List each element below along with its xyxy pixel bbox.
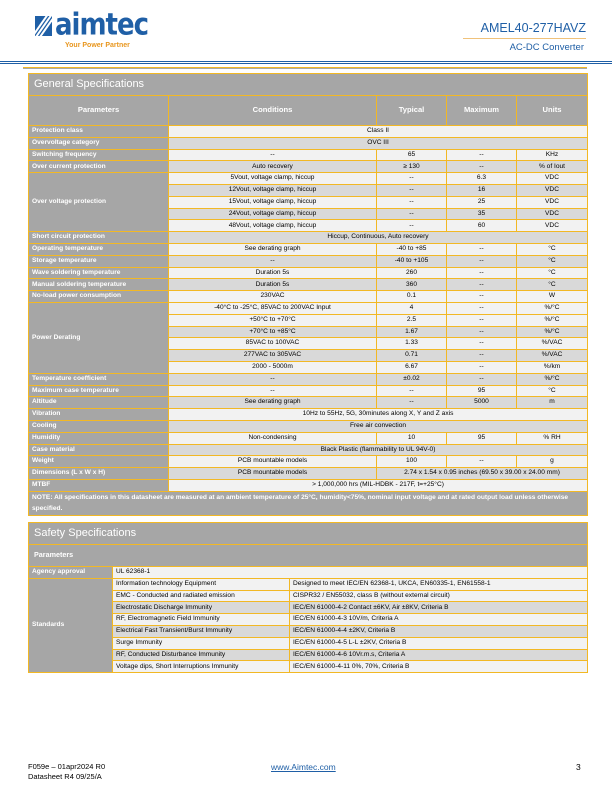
table-row: Switching frequency -- 65 -- KHz xyxy=(29,149,588,161)
table-row: Electrical Fast Transient/Burst Immunity IEC/EN 61000-4-4 ±2KV, Criteria B xyxy=(29,625,588,637)
table-row: Case material Black Plastic (flammability to UL 94V-0) xyxy=(29,444,588,456)
general-specifications-table xyxy=(28,73,588,516)
table-row: Short circuit protection Hiccup, Continuous, Auto recovery xyxy=(29,232,588,244)
table-row: 85VAC to 100VAC 1.33 -- %/VAC xyxy=(29,338,588,350)
safety-specifications-table xyxy=(28,522,588,673)
page-number: 3 xyxy=(576,762,581,772)
table-row: Maximum case temperature -- -- 95 °C xyxy=(29,385,588,397)
table-row: Voltage dips, Short Interruptions Immunity IEC/EN 61000-4-11 0%, 70%, Criteria B xyxy=(29,661,588,673)
form-id: F059e – 01apr2024 R0 xyxy=(28,762,106,771)
specifications-note: NOTE: All specifications in this datasheet are measured at an ambient temperature of 25°C, humidity<75%, nominal input voltage and at rated output load unless otherwise specified. xyxy=(29,491,588,515)
datasheet-revision: Datasheet R4 09/25/A xyxy=(28,771,102,781)
table-row: Agency approval UL 62368-1 xyxy=(29,567,588,579)
header-divider-gold xyxy=(23,67,587,69)
table-row: Overvoltage category OVC III xyxy=(29,137,588,149)
col-typical: Typical xyxy=(377,96,447,126)
logo-tagline: Your Power Partner xyxy=(65,42,130,49)
table-row: 12Vout, voltage clamp, hiccup -- 16 VDC xyxy=(29,184,588,196)
col-maximum: Maximum xyxy=(447,96,517,126)
table-row: No-load power consumption 230VAC 0.1 -- W xyxy=(29,291,588,303)
table-row: EMC - Conducted and radiated emission CISPR32 / EN55032, class B (without external circuit) xyxy=(29,590,588,602)
table-row: Wave soldering temperature Duration 5s 260 -- °C xyxy=(29,267,588,279)
table-row: Cooling Free air convection xyxy=(29,420,588,432)
table-row: Altitude See derating graph -- 5000 m xyxy=(29,397,588,409)
model-underline xyxy=(463,38,586,39)
table-row: Temperature coefficient -- ±0.02 -- %/°C xyxy=(29,373,588,385)
section-title: Safety Specifications xyxy=(29,523,588,545)
table-row: +50°C to +70°C 2.5 -- %/°C xyxy=(29,314,588,326)
table-row: Weight PCB mountable models 100 -- g xyxy=(29,456,588,468)
table-row: Standards Information technology Equipment Designed to meet IEC/EN 62368-1, UKCA, EN60335-1, EN61558-1 xyxy=(29,578,588,590)
col-units: Units xyxy=(517,96,588,126)
table-row: Surge Immunity IEC/EN 61000-4-5 L-L ±2KV, Criteria B xyxy=(29,637,588,649)
table-row: Manual soldering temperature Duration 5s 360 -- °C xyxy=(29,279,588,291)
table-row: 277VAC to 305VAC 0.71 -- %/VAC xyxy=(29,350,588,362)
parameters-header: Parameters xyxy=(29,545,588,567)
section-title: General Specifications xyxy=(29,74,588,96)
table-row: RF, Electromagnetic Field Immunity IEC/EN 61000-4-3 10V/m, Criteria A xyxy=(29,614,588,626)
logo-brand: aimtec xyxy=(55,8,149,43)
model-number: AMEL40-277HAVZ xyxy=(480,21,586,35)
col-conditions: Conditions xyxy=(169,96,377,126)
table-row: Protection class Class II xyxy=(29,126,588,138)
website-link[interactable]: www.Aimtec.com xyxy=(271,762,336,772)
table-row: 24Vout, voltage clamp, hiccup -- 35 VDC xyxy=(29,208,588,220)
table-row: 2000 - 5000m 6.67 -- %/km xyxy=(29,361,588,373)
table-note-row xyxy=(29,491,588,515)
table-row: RF, Conducted Disturbance Immunity IEC/EN 61000-4-6 10Vr.m.s, Criteria A xyxy=(29,649,588,661)
table-row: +70°C to +85°C 1.67 -- %/°C xyxy=(29,326,588,338)
aimtec-logo xyxy=(35,8,160,54)
footer-revision xyxy=(28,762,105,781)
table-row: Dimensions (L x W x H) PCB mountable models 2.74 x 1.54 x 0.95 inches (69.50 x 39.00 x 24.00 mm) xyxy=(29,468,588,480)
table-row: Humidity Non-condensing 10 95 % RH xyxy=(29,432,588,444)
table-row: Over voltage protection 5Vout, voltage clamp, hiccup -- 6.3 VDC xyxy=(29,173,588,185)
col-parameters: Parameters xyxy=(29,96,169,126)
table-row: Power Derating -40°C to -25°C, 85VAC to 200VAC Input 4 -- %/°C xyxy=(29,302,588,314)
header-divider-blue xyxy=(0,61,612,64)
table-row: Over current protection Auto recovery ≥ 130 -- % of Iout xyxy=(29,161,588,173)
logo-mark-icon xyxy=(35,16,52,36)
table-row: Vibration 10Hz to 55Hz, 5G, 30minutes along X, Y and Z axis xyxy=(29,409,588,421)
table-row: Operating temperature See derating graph -40 to +85 -- °C xyxy=(29,243,588,255)
table-row: 15Vout, voltage clamp, hiccup -- 25 VDC xyxy=(29,196,588,208)
table-row: 48Vout, voltage clamp, hiccup -- 60 VDC xyxy=(29,220,588,232)
table-row: MTBF > 1,000,000 hrs (MIL-HDBK - 217F, t=+25°C) xyxy=(29,479,588,491)
product-type: AC-DC Converter xyxy=(509,42,584,53)
table-row: Storage temperature -- -40 to +105 -- °C xyxy=(29,255,588,267)
column-headers xyxy=(29,96,588,126)
table-row: Electrostatic Discharge Immunity IEC/EN 61000-4-2 Contact ±6KV, Air ±8KV, Criteria B xyxy=(29,602,588,614)
